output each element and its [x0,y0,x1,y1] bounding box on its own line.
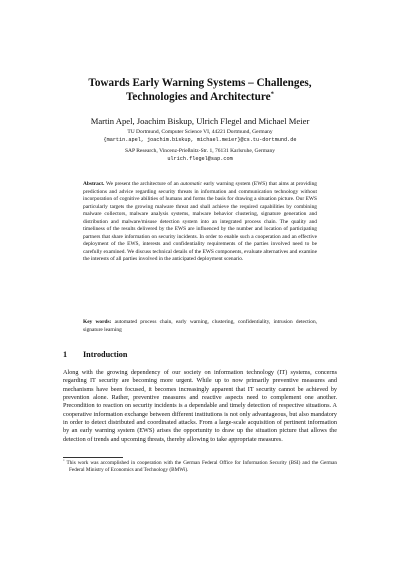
abstract [83,181,317,264]
footnote-rule [63,457,123,458]
authors: Martin Apel, Joachim Biskup, Ulrich Flegel and Michael Meier [90,116,310,126]
paper-title [60,76,340,104]
keywords-label: Key words: [83,319,112,325]
intro-paragraph: Along with the growing dependency of our society on information technology (IT) systems, concerns regarding IT security are becoming more urgent. While up to now primarily preventive measures and mechanisms have been focused, it becomes increasingly apparent that IT security cannot be achieved by prevention alone. Rather, preventive measures and reactive aspects need to complement one another. Precondition to reaction on security incidents is a dependable and timely detection of respective situations. A cooperative information exchange between different institutions is not only advantageous, but also mandatory in order to detect distributed and coordinated attacks. From a large-scale acquisition of pertinent information by an early warning system (EWS) arises the opportunity to draw up the situation picture that allows the detection of trends and upcoming threats, thereby allowing to take appropriate measures. [63,369,337,443]
title-line-2: Technologies and Architecture [126,91,271,103]
section-number: 1 [63,350,68,359]
abstract-emphasis: automatic [180,181,202,187]
abstract-text-1: We present the architecture of an [104,181,181,187]
section-heading [63,350,127,359]
abstract-text-2: early warning system (EWS) that aims at providing predictions and advice regarding security threats in information and communication technology without incorporation of cognitive abilities of humans and forms the basis for drawing a situation picture. Our EWS particularly targets the growing malware threat and shall achieve the required capabilities by combining malware collectors, malware analysis systems, malware behavior clustering, signature generation and distribution and malware/misuse detection system into an integrated process chain. The quality and timeliness of the results delivered by the EWS are influenced by the number and location of participating partners that share information on security incidents. In order to enable such a cooperation and an effective deployment of the EWS, interests and confidentiality requirements of the parties involved need to be carefully examined. We discuss technical details of the EWS components, evaluate alternatives and examine the interests of all parties involved in the anticipated deployment scenario. [83,181,317,263]
title-footnote-mark: * [270,90,274,98]
title-line-2-wrap [60,90,340,104]
section-title: Introduction [83,350,128,359]
abstract-label: Abstract. [83,181,105,187]
keywords [83,319,317,334]
footnote-text: This work was accomplished in cooperation with the German Federal Office for Information Security (BSI) and the German Federal Ministry of Economics and Technology (BMWi). [64,460,337,473]
affiliation-2-email: ulrich.flegel@sap.com [167,156,233,162]
footnote-mark: * [63,458,65,463]
affiliation-1-emails: {martin.apel, joachim.biskup, michael.meier}@cs.tu-dortmund.de [103,137,297,143]
footnote [63,460,337,474]
keywords-text: automated process chain, early warning, clustering, confidentiality, intrusion detection, signature learning [83,319,317,333]
title-line-1: Towards Early Warning Systems – Challenges, [88,77,312,89]
affiliation-1-name: TU Dortmund, Computer Science VI, 44221 Dortmund, Germany [127,129,273,135]
affiliation-2-name: SAP Research, Vincenz-Prießnitz-Str. 1, 76131 Karlsruhe, Germany [125,148,275,154]
